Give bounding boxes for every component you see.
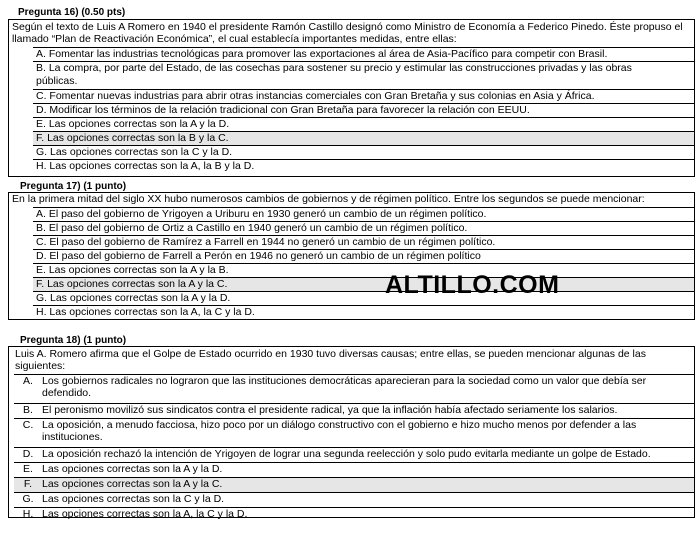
question-18-title: Pregunta 18) (1 punto) — [20, 335, 127, 346]
question-16-option-a[interactable]: A. Fomentar las industrias tecnológicas para promover las exportaciones al área de Asia-Pacífico para competir con Brasil. — [33, 47, 694, 61]
question-17-title: Pregunta 17) (1 punto) — [20, 181, 127, 192]
question-16-option-g[interactable]: G. Las opciones correctas son la C y la D. — [33, 145, 694, 159]
question-17-option-a[interactable]: A. El paso del gobierno de Yrigoyen a Uriburu en 1930 generó un cambio de un régimen político. — [33, 207, 694, 221]
question-17-option-c[interactable]: C. El paso del gobierno de Ramírez a Farrell en 1944 no generó un cambio de un régimen político. — [33, 235, 694, 249]
option-key: E. — [23, 463, 33, 475]
question-16-option-b-cont: públicas. — [36, 75, 78, 87]
question-16-box — [8, 19, 695, 177]
question-17-box — [8, 192, 695, 320]
question-18-option-a[interactable] — [14, 374, 694, 403]
question-18-options — [14, 374, 694, 522]
option-text: Las opciones correctas son la C y la D. — [42, 493, 225, 505]
question-16-option-d[interactable]: D. Modificar los términos de la relación tradicional con Gran Bretaña para favorecer la relación con EEUU. — [33, 103, 694, 117]
question-16-option-h[interactable]: H. Las opciones correctas son la A, la B y la D. — [33, 159, 694, 173]
question-16-option-b[interactable]: B. La compra, por parte del Estado, de las cosechas para sostener su precio y estimular las construcciones privadas y las obras — [33, 61, 694, 75]
question-17-option-f[interactable]: F. Las opciones correctas son la A y la C. — [33, 277, 694, 291]
question-18-box — [8, 346, 695, 518]
option-text: La oposición, a menudo facciosa, hizo poco por un diálogo constructivo con el gobierno e hizo mucho menos por defender a las instituciones. — [42, 419, 637, 443]
question-18-option-c[interactable] — [14, 418, 694, 447]
question-17-options — [33, 207, 694, 319]
option-text: La oposición rechazó la intención de Yrigoyen de lograr una segunda reelección y solo pudo evitarla mediante un golpe de Estado. — [42, 448, 651, 460]
question-17-option-b[interactable]: B. El paso del gobierno de Ortiz a Castillo en 1940 generó un cambio de un régimen político. — [33, 221, 694, 235]
question-17-option-e[interactable]: E. Las opciones correctas son la A y la B. — [33, 263, 694, 277]
question-16-option-e[interactable]: E. Las opciones correctas son la A y la D. — [33, 117, 694, 131]
option-text: Las opciones correctas son la A y la D. — [42, 463, 223, 475]
option-key: A. — [23, 375, 33, 387]
question-16-title: Pregunta 16) (0.50 pts) — [18, 7, 126, 18]
option-text: Las opciones correctas son la A y la C. — [42, 478, 223, 490]
option-key: G. — [22, 493, 34, 505]
question-16-options — [33, 47, 694, 173]
option-key: H. — [22, 508, 34, 520]
question-17-option-h[interactable]: H. Las opciones correctas son la A, la C y la D. — [33, 305, 694, 319]
option-text: Las opciones correctas son la A, la C y la D. — [42, 508, 248, 520]
question-18-option-h[interactable] — [14, 507, 694, 522]
option-key: C. — [22, 419, 34, 431]
question-16-option-f[interactable]: F. Las opciones correctas son la B y la C. — [33, 131, 694, 145]
question-18-option-f[interactable] — [14, 477, 694, 492]
question-18-option-b[interactable] — [14, 403, 694, 418]
question-18-option-d[interactable] — [14, 447, 694, 462]
question-18-option-e[interactable] — [14, 462, 694, 477]
question-17-option-g[interactable]: G. Las opciones correctas son la A y la D. — [33, 291, 694, 305]
option-key: D. — [22, 448, 34, 460]
question-18-intro: Luis A. Romero afirma que el Golpe de Estado ocurrido en 1930 tuvo diversas causas; entre ellas, se pueden mencionar algunas de las siguientes: — [15, 348, 646, 372]
question-18-option-g[interactable] — [14, 492, 694, 507]
option-key: B. — [23, 404, 33, 416]
question-16-intro: Según el texto de Luis A Romero en 1940 el presidente Ramón Castillo designó como Ministro de Economía a Federico Pinedo. Éste propuso el llamado “Plan de Reactivación Económica”, el cual establecía importantes medidas, entre ellas: — [12, 21, 683, 45]
option-text: El peronismo movilizó sus sindicatos contra el presidente radical, ya que la inflación había afectado seriamente los salarios. — [42, 404, 618, 416]
question-16-option-c[interactable]: C. Fomentar nuevas industrias para abrir otras instancias comerciales con Gran Bretaña y sus colonias en Asia y África. — [33, 89, 694, 103]
question-17-option-d[interactable]: D. El paso del gobierno de Farrell a Perón en 1946 no generó un cambio de un régimen político — [33, 249, 694, 263]
option-text: Los gobiernos radicales no lograron que las instituciones democráticas aparecieran para la sociedad como un valor que debía ser defendido. — [42, 375, 647, 399]
question-17-intro: En la primera mitad del siglo XX hubo numerosos cambios de gobiernos y de régimen político. Entre los segundos se puede mencionar: — [12, 193, 645, 205]
watermark-logo: ALTILLO.COM — [385, 271, 560, 299]
option-key: F. — [23, 478, 33, 490]
